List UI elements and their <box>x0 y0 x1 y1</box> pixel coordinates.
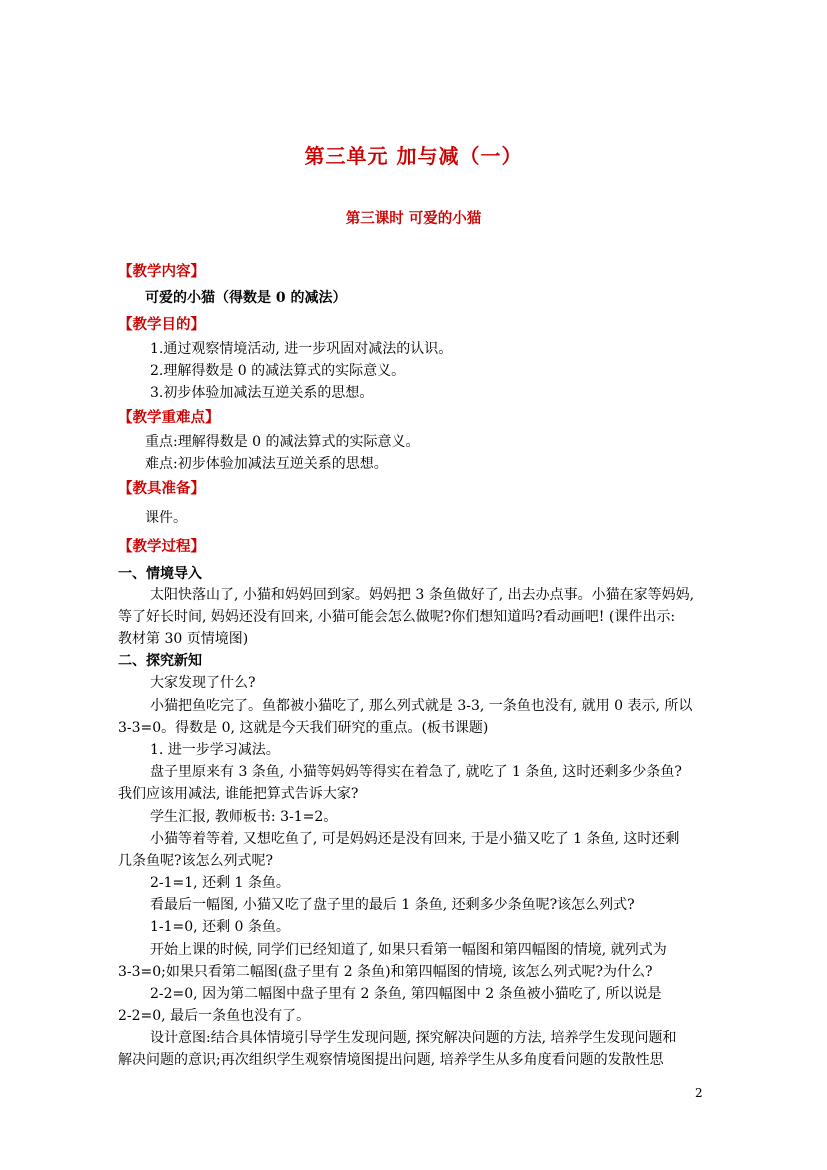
section-heading-process: 【教学过程】 <box>118 538 205 555</box>
paragraph-line: 小猫等着等着, 又想吃鱼了, 可是妈妈还是没有回来, 于是小猫又吃了 1 条鱼, 这时还剩 <box>150 831 680 847</box>
paragraph-line: 2-1=1, 还剩 1 条鱼。 <box>150 875 290 891</box>
paragraph-line: 解决问题的意识;再次组织学生观察情境图提出问题, 培养学生从多角度看问题的发散性思 <box>118 1052 664 1068</box>
content-text: 可爱的小猫（得数是 0 的减法） <box>145 290 347 306</box>
paragraph-line: 等了好长时间, 妈妈还没有回来, 小猫可能会怎么做呢?你们想知道吗?看动画吧! (课件出示: <box>118 609 676 625</box>
paragraph-line: 小猫把鱼吃完了。鱼都被小猫吃了, 那么列式就是 3-3, 一条鱼也没有, 就用 0 表示, 所以 <box>150 698 693 714</box>
subsection-heading: 二、探究新知 <box>118 653 202 669</box>
unit-title: 第三单元 加与减（一） <box>304 144 523 168</box>
lesson-title: 第三课时 可爱的小猫 <box>345 210 482 227</box>
paragraph-line: 2-2=0, 最后一条鱼也没有了。 <box>118 1008 311 1024</box>
paragraph-line: 几条鱼呢?该怎么列式呢? <box>118 853 274 869</box>
paragraph-line: 教材第 30 页情境图) <box>118 631 249 647</box>
goal-item: 2.理解得数是 0 的减法算式的实际意义。 <box>150 363 406 379</box>
materials-text: 课件。 <box>145 510 187 526</box>
paragraph-line: 看最后一幅图, 小猫又吃了盘子里的最后 1 条鱼, 还剩多少条鱼呢?该怎么列式? <box>150 897 635 913</box>
subsection-heading: 一、情境导入 <box>118 566 202 582</box>
paragraph-line: 盘子里原来有 3 条鱼, 小猫等妈妈等得实在着急了, 就吃了 1 条鱼, 这时还剩多少条鱼? <box>150 764 682 780</box>
keypoint-text: 重点:理解得数是 0 的减法算式的实际意义。 <box>145 434 420 450</box>
paragraph-line: 1-1=0, 还剩 0 条鱼。 <box>150 919 290 935</box>
paragraph-line: 3-3=0。得数是 0, 这就是今天我们研究的重点。(板书课题) <box>118 720 489 736</box>
paragraph-line: 太阳快落山了, 小猫和妈妈回到家。妈妈把 3 条鱼做好了, 出去办点事。小猫在家等妈妈, <box>150 587 695 603</box>
paragraph-line: 2-2=0, 因为第二幅图中盘子里有 2 条鱼, 第四幅图中 2 条鱼被小猫吃了, 所以说是 <box>150 986 662 1002</box>
section-heading-keypoints: 【教学重难点】 <box>118 409 220 426</box>
paragraph-line: 1. 进一步学习减法。 <box>150 742 280 758</box>
paragraph-line: 学生汇报, 教师板书: 3-1=2。 <box>150 809 338 825</box>
paragraph-line: 3-3=0;如果只看第二幅图(盘子里有 2 条鱼)和第四幅图的情境, 该怎么列式呢?为什么? <box>118 964 653 980</box>
page-number: 2 <box>695 1086 703 1100</box>
paragraph-line: 大家发现了什么? <box>150 675 256 691</box>
goal-item: 3.初步体验加减法互逆关系的思想。 <box>150 385 374 401</box>
paragraph-line: 我们应该用减法, 谁能把算式告诉大家? <box>118 786 359 802</box>
paragraph-line: 设计意图:结合具体情境引导学生发现问题, 探究解决问题的方法, 培养学生发现问题和 <box>150 1030 677 1046</box>
section-heading-goals: 【教学目的】 <box>118 316 205 333</box>
difficulty-text: 难点:初步体验加减法互逆关系的思想。 <box>145 456 388 472</box>
section-heading-content: 【教学内容】 <box>118 263 205 280</box>
goal-item: 1.通过观察情境活动, 进一步巩固对减法的认识。 <box>150 341 453 357</box>
section-heading-materials: 【教具准备】 <box>118 480 205 497</box>
paragraph-line: 开始上课的时候, 同学们已经知道了, 如果只看第一幅图和第四幅图的情境, 就列式为 <box>150 942 667 958</box>
